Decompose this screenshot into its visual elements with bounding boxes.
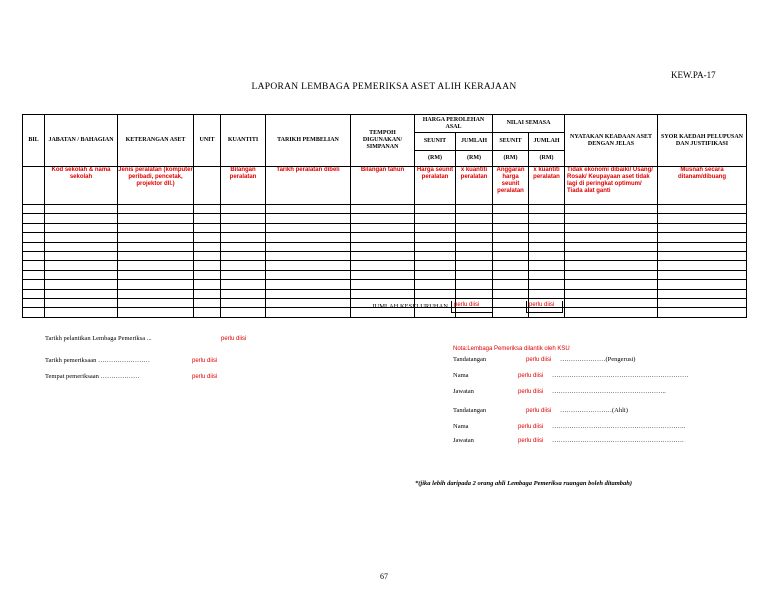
tempat-value: perlu diisi	[192, 374, 218, 380]
table-row	[23, 214, 747, 223]
jawatan-label: Jawatan	[453, 388, 474, 395]
col-jabatan: JABATAN / BAHAGIAN	[45, 115, 118, 167]
col-syor: SYOR KAEDAH PELUPUSAN DAN JUSTIFIKASI	[658, 115, 747, 167]
asset-table	[22, 114, 747, 318]
ahli-jawatan-dots: …………………………………………………….	[552, 437, 684, 444]
total-nilai-box	[526, 301, 563, 313]
total-harga-value: perlu diisi	[454, 302, 480, 308]
footer-note: *(jika lebih daripada 2 orang ahli Lembaga Pemeriksa ruangan boleh ditambah)	[415, 480, 633, 487]
table-row	[23, 251, 747, 260]
cell-harga-jumlah: x kuantiti peralatan	[456, 167, 493, 205]
ahli-jawatan-value: perlu diisi	[518, 438, 544, 444]
pemeriksaan-value: perlu diisi	[192, 358, 218, 364]
form-code: KEW.PA-17	[671, 70, 716, 80]
ksu-note: Nota:Lembaga Pemeriksa dilantik oleh KSU	[453, 346, 570, 352]
page-number: 67	[380, 572, 388, 581]
col-keterangan: KETERANGAN ASET	[118, 115, 194, 167]
col-harga-perolehan: HARGA PEROLEHAN ASAL	[415, 115, 493, 133]
nama-label: Nama	[453, 372, 469, 379]
pelantikan-value: perlu diisi	[221, 336, 247, 342]
page-title: LAPORAN LEMBAGA PEMERIKSA ASET ALIH KERAJAAN	[251, 82, 517, 92]
nama-ahli-label: Nama	[453, 423, 469, 430]
pengerusi-nama-value: perlu diisi	[518, 373, 544, 379]
col-kuantiti: KUANTITI	[221, 115, 266, 167]
col-tempoh: TEMPOH DIGUNAKAN/ SIMPANAN	[351, 115, 415, 167]
table-row	[23, 242, 747, 251]
rm-label: (RM)	[493, 151, 529, 167]
ahli-nama-value: perlu diisi	[518, 424, 544, 430]
table-row	[23, 223, 747, 232]
col-nilai-jumlah: JUMLAH	[529, 133, 565, 151]
col-nilai-seunit: SEUNIT	[493, 133, 529, 151]
example-row	[23, 167, 747, 205]
table-row	[23, 205, 747, 214]
jawatan-ahli-label: Jawatan	[453, 437, 474, 444]
cell-kuantiti: Bilangan peralatan	[221, 167, 266, 205]
table-row	[23, 289, 747, 298]
pengerusi-jawatan-dots: ……………………………………………..	[552, 388, 666, 395]
rm-label: (RM)	[529, 151, 565, 167]
cell-jabatan: Kod sekolah & nama sekolah	[45, 167, 118, 205]
col-unit: UNIT	[194, 115, 221, 167]
cell-harga-seunit: Harga seunit peralatan	[415, 167, 456, 205]
tandatangan-ahli-label: Tandatangan	[453, 407, 487, 414]
ahli-nama-dots: ……………………………………………………..	[552, 423, 686, 430]
table-row	[23, 233, 747, 242]
col-harga-jumlah: JUMLAH	[456, 133, 493, 151]
ahli-dots: ……………………(Ahli)	[560, 407, 628, 414]
pemeriksaan-label: Tarikh pemeriksaan ……………………	[45, 357, 150, 364]
col-tarikh: TARIKH PEMBELIAN	[266, 115, 351, 167]
total-label: JUMLAH KESELURUHAN	[371, 303, 448, 310]
pengerusi-jawatan-value: perlu diisi	[518, 389, 544, 395]
cell-keadaan: Tidak ekonomi dibaiki/ Usang/ Rosak/ Keupayaan aset tidak lagi di peringkat optimum/ Tiada alat ganti	[565, 167, 658, 205]
tempat-label: Tempat pemeriksaan ………………	[45, 373, 140, 380]
cell-tempoh: Bilangan tahun	[351, 167, 415, 205]
table-row	[23, 261, 747, 270]
rm-label: (RM)	[415, 151, 456, 167]
cell-bil	[23, 167, 45, 205]
cell-nilai-jumlah: x kuantiti peralatan	[529, 167, 565, 205]
ahli-sign-value: perlu diisi	[526, 408, 552, 414]
cell-unit	[194, 167, 221, 205]
table-row	[23, 270, 747, 279]
cell-nilai-seunit: Anggaran harga seunit peralatan	[493, 167, 529, 205]
total-nilai-value: perlu diisi	[529, 302, 555, 308]
tandatangan-label: Tandatangan	[453, 356, 487, 363]
pengerusi-dots: …………………(Pengerusi)	[560, 356, 636, 363]
pengerusi-nama-dots: ………………………………………………………	[552, 372, 689, 379]
col-keadaan: NYATAKAN KEADAAN ASET DENGAN JELAS	[565, 115, 658, 167]
cell-tarikh: Tarikh peralatan dibeli	[266, 167, 351, 205]
cell-keterangan: Jenis peralatan (komputer peribadi, pencetak, projektor dll.)	[118, 167, 194, 205]
pengerusi-sign-value: perlu diisi	[526, 357, 552, 363]
rm-label: (RM)	[456, 151, 493, 167]
cell-syor: Musnah secara ditanam/dibuang	[658, 167, 747, 205]
table-row	[23, 280, 747, 289]
col-harga-seunit: SEUNIT	[415, 133, 456, 151]
total-harga-box	[451, 301, 493, 313]
pelantikan-label: Tarikh pelantikan Lembaga Pemeriksa ...	[45, 335, 152, 342]
col-nilai-semasa: NILAI SEMASA	[493, 115, 565, 133]
col-bil: BIL	[23, 115, 45, 167]
